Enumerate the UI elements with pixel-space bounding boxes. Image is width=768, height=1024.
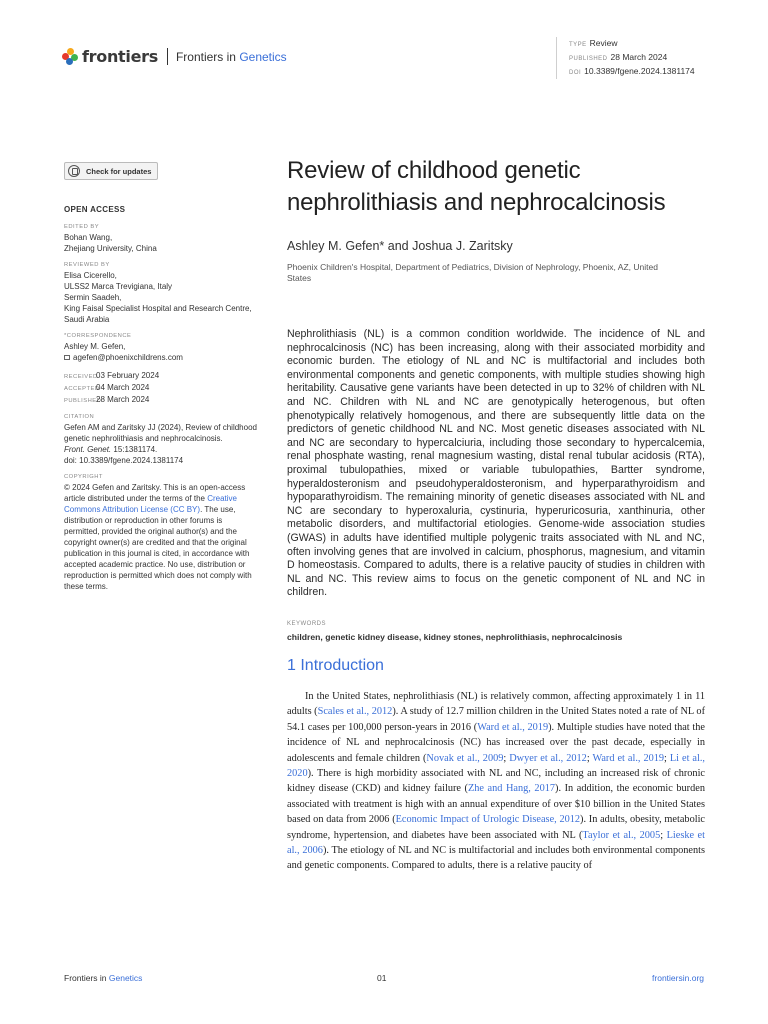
intro-text: ; (586, 752, 593, 764)
check-for-updates-button[interactable] (64, 162, 158, 180)
intro-text: ; (503, 752, 510, 764)
reviewer-name: Sermin Saadeh, (64, 293, 122, 302)
article-affiliation: Phoenix Children's Hospital, Department of Pediatrics, Division of Nephrology, Phoenix, AZ, United States (287, 262, 658, 283)
reviewed-by-section (64, 261, 260, 325)
journal-name[interactable] (176, 50, 287, 64)
type-label: TYPE (569, 42, 587, 48)
introduction-paragraph (287, 689, 705, 874)
keywords-label: KEYWORDS (287, 620, 327, 627)
editor-affiliation: Zhejiang University, China (64, 244, 157, 253)
footer-journal[interactable] (64, 973, 142, 983)
copyright-label: COPYRIGHT (64, 474, 103, 480)
published-label: PUBLISHED (569, 56, 608, 62)
citation-main: Gefen AM and Zaritsky JJ (2024), Review of childhood genetic nephrolithiasis and nephrocalcinosis. (64, 423, 257, 443)
footer-site-link[interactable]: frontiersin.org (652, 973, 704, 983)
citation-link[interactable]: Li et al., 2020 (287, 752, 706, 779)
citation-journal: Front. Genet. (64, 445, 112, 454)
citation-link[interactable]: Ward et al., 2019 (477, 721, 549, 733)
citation-doi[interactable]: doi: 10.3389/fgene.2024.1381174 (64, 456, 184, 465)
correspondence-section (64, 332, 260, 363)
intro-text: ). A study of 12.7 million children in the United States noted a rate of NL of 54.1 cases per 100,000 person-years in 2016 ( (287, 706, 705, 733)
keywords: children, genetic kidney disease, kidney stones, nephrolithiasis, nephrocalcinosis (287, 631, 623, 642)
copyright-text (64, 482, 260, 592)
correspondence-email[interactable]: agefen@phoenixchildrens.com (73, 353, 183, 362)
received-date: 03 February 2024 (96, 371, 160, 380)
intro-text: ; (664, 752, 670, 764)
citation-link[interactable]: Dwyer et al., 2012 (509, 752, 587, 764)
update-icon (68, 165, 80, 177)
footer-journal-prefix: Frontiers in (64, 973, 107, 983)
type-value: Review (589, 38, 618, 48)
intro-text: ). Multiple studies have noted that the incidence of NL and nephrocalcinosis (NC) has increased over the past decade, especially in adolescents and female children ( (287, 721, 705, 764)
citation-link[interactable]: Zhe and Hang, 2017 (467, 783, 556, 795)
article-authors: Ashley M. Gefen* and Joshua J. Zaritsky (287, 239, 513, 253)
reviewer-affiliation: King Faisal Specialist Hospital and Research Centre, Saudi Arabia (64, 304, 252, 324)
page-number: 01 (377, 973, 387, 983)
citation-link[interactable]: Lieske et al., 2006 (287, 829, 705, 856)
email-icon (64, 355, 70, 360)
correspondence-name: Ashley M. Gefen, (64, 342, 126, 351)
copyright-part-1: © 2024 Gefen and Zaritsky. This is an open-access article distributed under the terms of the (64, 483, 246, 503)
article-meta-box (556, 37, 695, 79)
correspondence-label: *CORRESPONDENCE (64, 333, 132, 339)
citation-link[interactable]: Ward et al., 2019 (592, 752, 665, 764)
frontiers-logo-icon (62, 48, 78, 66)
edited-by-section (64, 223, 260, 254)
reviewer-name: Elisa Cicerello, (64, 271, 117, 280)
article-title: Review of childhood genetic nephrolithiasis and nephrocalcinosis (287, 157, 666, 216)
open-access-label: OPEN ACCESS (64, 205, 126, 214)
intro-text: ; (660, 829, 667, 841)
check-for-updates-label: Check for updates (86, 166, 152, 176)
journal-prefix: Frontiers in (175, 49, 236, 64)
dates-section (64, 370, 260, 406)
doi-value[interactable]: 10.3389/fgene.2024.1381174 (584, 66, 695, 76)
published-date: 28 March 2024 (96, 395, 150, 404)
intro-text: ). There is high morbidity associated with NL and NC, including an increased risk of chronic kidney disease (CKD) and kidney failure ( (287, 767, 705, 795)
citation-link[interactable]: Economic Impact of Urologic Disease, 2012 (395, 814, 581, 826)
editor-name: Bohan Wang, (64, 233, 113, 242)
reviewer-affiliation: ULSS2 Marca Trevigiana, Italy (64, 282, 173, 291)
published-value: 28 March 2024 (610, 52, 668, 62)
received-label: RECEIVED (64, 374, 98, 380)
brand-name: frontiers (82, 47, 158, 66)
edited-by-label: EDITED BY (64, 224, 100, 230)
cc-by-license-link[interactable]: Creative Commons Attribution License (CC BY) (64, 494, 237, 514)
article-main (287, 155, 705, 874)
copyright-section (64, 473, 260, 592)
accepted-date: 04 March 2024 (96, 383, 150, 392)
footer-journal-field: Genetics (108, 973, 143, 983)
citation-text (64, 422, 260, 466)
article-sidebar (64, 162, 260, 599)
abstract: Nephrolithiasis (NL) is a common condition worldwide. The incidence of NL and nephrocalcinosis (NC) has been increasing, along with their associated morbidity and economic burden. The etiology of NL and NC is multifactorial and includes both environmental components and genetic components, with multiple studies showing high heritability. Causative gene variants have been detected in up to 32% of children with NL and NC. Children with NL and NC are genotypically heterogenous, but often phenotypically relatively homogenous, and there are subsequently little data on the predictors of genetic childhood NL and NC. Most genetic diseases associated with NL and NC are secondary to hypercalciuria, including those secondary to hypercalcemia, renal phosphate wasting, renal magnesium wasting, distal renal tubular acidosis (RTA), proximal tubulopathies, mixed or variable tubulopathies, Bartter syndrome, hyperaldosteronism and pseudohyperaldosteronism, and hyperparathyroidism and hypoparathyroidism. The remaining minority of genetic diseases associated with NL and NC are secondary to hyperoxaluria, cystinuria, hyperuricosuria, xanthinuria, other metabolic disorders, and multifactorial etiologies. Genome-wide association studies (GWAS) in adults have identified multiple polygenic traits associated with NL and NC, often involving genes that are involved in calcium, phosphorus, magnesium, and vitamin D homeostasis. Compared to adults, there is a relative paucity of studies in children with NL and NC. This review aims to focus on the genetic component of NL and NC in children. (287, 328, 705, 599)
logo-divider (167, 48, 168, 65)
citation-link[interactable]: Scales et al., 2012 (317, 706, 393, 718)
citation-volume: 15:1381174. (111, 445, 158, 454)
citation-link[interactable]: Novak et al., 2009 (426, 752, 504, 764)
citation-link[interactable]: Taylor et al., 2005 (582, 829, 661, 841)
reviewed-by-label: REVIEWED BY (64, 262, 110, 268)
doi-label: DOI (569, 70, 582, 76)
journal-field: Genetics (239, 49, 287, 64)
intro-text: ). The etiology of NL and NC is multifactorial and includes both environmental components and genetic components. Compared to adults, there is a relative paucity of (287, 844, 706, 872)
accepted-label: ACCEPTED (64, 386, 100, 392)
copyright-part-2: . The use, distribution or reproduction in other forums is permitted, provided the original author(s) and the copyright owner(s) are credited and that the original publication in this journal is cited, in accordance with accepted academic practice. No use, distribution or reproduction is permitted which does not comply with these terms. (64, 505, 252, 591)
intro-text: ). In adults, obesity, metabolic syndrome, hypertension, and diabetes have been associated with NL ( (287, 814, 706, 841)
intro-text: ). In addition, the economic burden associated with treatment is high with an annual expenditure of over $10 billion in the United States based on data from 2006 ( (287, 783, 705, 826)
citation-label: CITATION (64, 414, 95, 420)
citation-section (64, 413, 260, 466)
published-label: PUBLISHED (64, 398, 102, 404)
frontiers-logo[interactable] (62, 47, 287, 66)
section-heading: 1 Introduction (287, 656, 384, 674)
intro-text: In the United States, nephrolithiasis (NL) is relatively common, affecting approximately 1 in 11 adults ( (287, 690, 705, 718)
